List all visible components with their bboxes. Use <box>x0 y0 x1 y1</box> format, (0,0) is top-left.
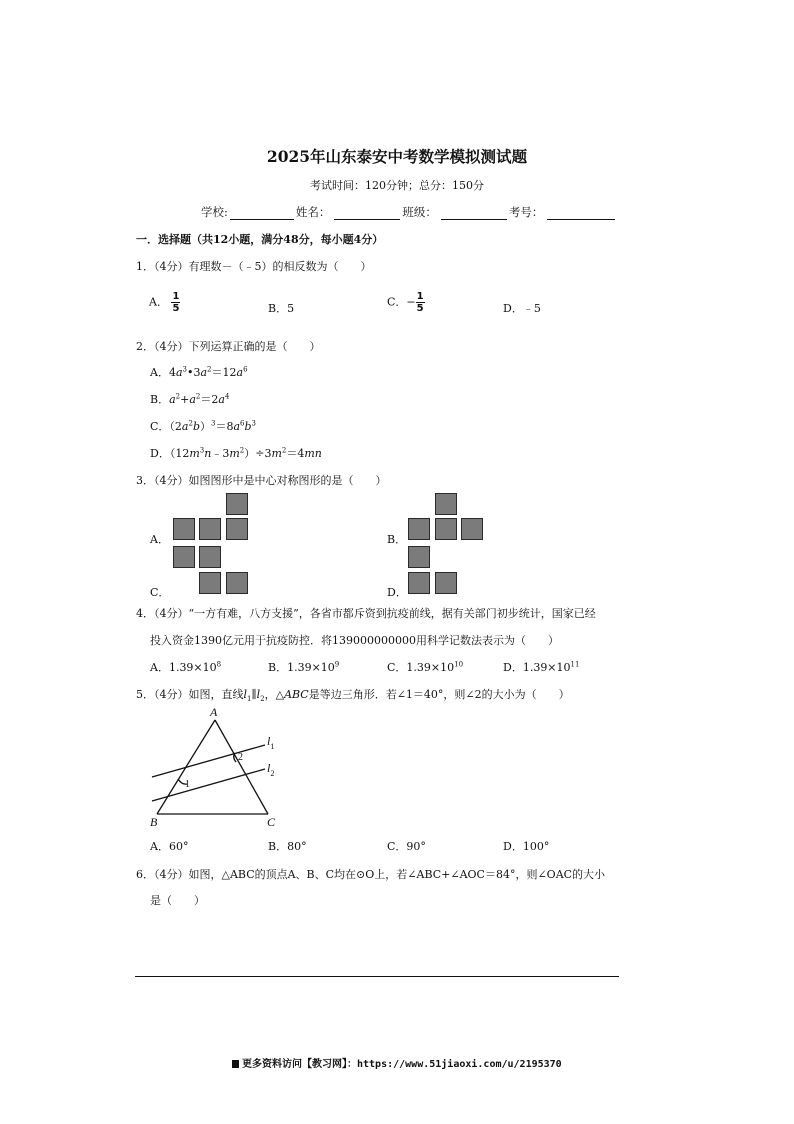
q5-figure <box>140 705 290 830</box>
square <box>435 572 457 594</box>
q2-option-a: A．$4a^3•3a^2=12a^6$ <box>150 365 248 379</box>
q4-score: （4分） <box>154 607 189 620</box>
question-1 <box>136 258 372 274</box>
q1-option-d: D．﹣5 <box>503 302 541 315</box>
frac-num: 1 <box>172 291 180 302</box>
square <box>435 518 457 540</box>
footer-ad-text: 更多资料访问【教习网】：https://www.51jiaoxi.com/u/2195370 <box>242 1059 562 1070</box>
angle-1-label: 1 <box>185 779 190 790</box>
q4-option-b-exp: 9 <box>334 660 340 669</box>
line-l1-label: $l_1$ <box>267 734 275 751</box>
name-label: 姓名： <box>295 205 331 219</box>
school-label: 学校: <box>201 205 228 219</box>
frac-den: 5 <box>416 303 424 314</box>
square <box>226 572 248 594</box>
q4-stem-line1: “一方有难，八方支援”，各省市都斥资到抗疫前线，据有关部门初步统计，国家已经 <box>188 607 596 620</box>
q2-option-c: C．$(2a^2b)^3=8a^6b^3$ <box>150 419 257 433</box>
q4-option-b-text: B．1.39×10 <box>268 661 335 674</box>
student-info-fields <box>201 204 617 220</box>
line-l2-label: $l_2$ <box>267 761 275 778</box>
q1-option-c <box>387 291 425 314</box>
q4-option-d-text: D．1.39×10 <box>503 661 571 674</box>
q2-number: 2． <box>136 340 154 353</box>
square <box>199 572 221 594</box>
frac-num: 1 <box>416 291 424 302</box>
line-l2 <box>152 769 265 801</box>
q5-score: （4分） <box>154 688 189 701</box>
q1-option-a <box>149 291 180 314</box>
square <box>173 518 195 540</box>
q2-score: （4分） <box>154 340 189 353</box>
q3-option-d-label: D． <box>387 586 407 599</box>
q4-option-a <box>150 659 221 675</box>
flag-icon <box>232 1060 239 1068</box>
q1-option-b: B．5 <box>268 302 295 315</box>
footer-ad-link[interactable] <box>232 1055 562 1070</box>
q4-option-d <box>503 659 579 675</box>
q3-option-b-label: B． <box>387 533 407 546</box>
question-2 <box>136 338 321 354</box>
q4-stem-line2: 投入资金1390亿元用于抗疫防控．将139000000000用科学记数法表示为（ ） <box>150 634 559 647</box>
q1-option-c-fraction <box>416 291 425 314</box>
q1-option-c-label: C．− <box>387 295 416 309</box>
q4-option-c-exp: 10 <box>454 660 464 669</box>
vertex-c-label: C <box>267 815 276 829</box>
square <box>173 546 195 568</box>
vertex-b-label: B <box>150 815 158 829</box>
q5-option-a: A．60° <box>150 840 189 853</box>
line-l1 <box>152 745 265 777</box>
q3-option-c-label: C． <box>150 586 170 599</box>
square <box>408 546 430 568</box>
section-title: 一．选择题（共12小题，满分48分，每小题4分） <box>136 233 384 246</box>
triangle-side-ac <box>215 720 268 814</box>
frac-den: 5 <box>172 303 180 314</box>
q1-option-a-label: A． <box>149 295 168 309</box>
q4-number: 4． <box>136 607 154 620</box>
question-3 <box>136 472 387 488</box>
q3-number: 3． <box>136 474 154 487</box>
q3-score: （4分） <box>154 474 189 487</box>
school-blank[interactable] <box>230 206 294 220</box>
q5-stem-a: 如图，直线 <box>188 688 244 701</box>
q5-option-b: B．80° <box>268 840 307 853</box>
q4-option-a-text: A．1.39×10 <box>150 661 217 674</box>
square <box>199 546 221 568</box>
square <box>226 493 248 515</box>
number-blank[interactable] <box>547 206 615 220</box>
q4-option-a-exp: 8 <box>216 660 222 669</box>
q1-score: （4分） <box>154 260 189 273</box>
q1-number: 1． <box>136 260 154 273</box>
square <box>435 493 457 515</box>
q3-option-a-label: A． <box>150 533 169 546</box>
class-blank[interactable] <box>441 206 507 220</box>
question-6 <box>136 866 605 882</box>
angle-2-label: 2 <box>238 752 243 763</box>
square <box>226 518 248 540</box>
square <box>199 518 221 540</box>
q6-score: （4分） <box>154 868 189 881</box>
square <box>408 518 430 540</box>
q1-option-a-fraction <box>171 291 180 314</box>
q3-stem: 如图图形中是中心对称图形的是（ ） <box>188 474 387 487</box>
q5-option-c: C．90° <box>387 840 426 853</box>
q2-stem: 下列运算正确的是（ ） <box>188 340 321 353</box>
page-title: 2025年山东泰安中考数学模拟测试题 <box>266 147 528 166</box>
q2-option-d: D．$(12m^3n﹣3m^2)\div 3m^2=4mn$ <box>150 446 322 460</box>
square <box>408 572 430 594</box>
q6-number: 6． <box>136 868 154 881</box>
q5-stem-b: 是等边三角形．若∠1＝40°，则∠2的大小为（ ） <box>308 688 570 701</box>
q6-stem-line2: 是（ ） <box>150 894 205 907</box>
number-label: 考号： <box>508 205 544 219</box>
name-blank[interactable] <box>334 206 400 220</box>
q4-option-b <box>268 659 339 675</box>
q1-stem: 有理数－（﹣5）的相反数为（ ） <box>188 260 372 273</box>
q4-option-d-exp: 11 <box>570 660 580 669</box>
square <box>461 518 483 540</box>
class-label: 班级： <box>402 205 437 219</box>
q5-option-d: D．100° <box>503 840 550 853</box>
question-5: 5．（4分）如图，直线$l_1\parallel l_2$，△ABC是等边三角形．若∠1＝40°，则∠2的大小为（ ） <box>136 688 570 704</box>
q6-stem-line1: 如图，△ABC的顶点A、B、C均在⊙O上，若∠ABC+∠AOC＝84°，则∠OAC的大小 <box>188 868 606 881</box>
q5-number: 5． <box>136 688 154 701</box>
vertex-a-label: A <box>210 705 218 719</box>
question-4 <box>136 605 596 621</box>
footer-divider <box>135 976 619 977</box>
q4-option-c-text: C．1.39×10 <box>387 661 455 674</box>
q4-option-c <box>387 659 463 675</box>
q2-option-b: B．$a^2+a^2=2a^4$ <box>150 392 230 406</box>
exam-info: 考试时间：120分钟；总分：150分 <box>310 179 484 192</box>
